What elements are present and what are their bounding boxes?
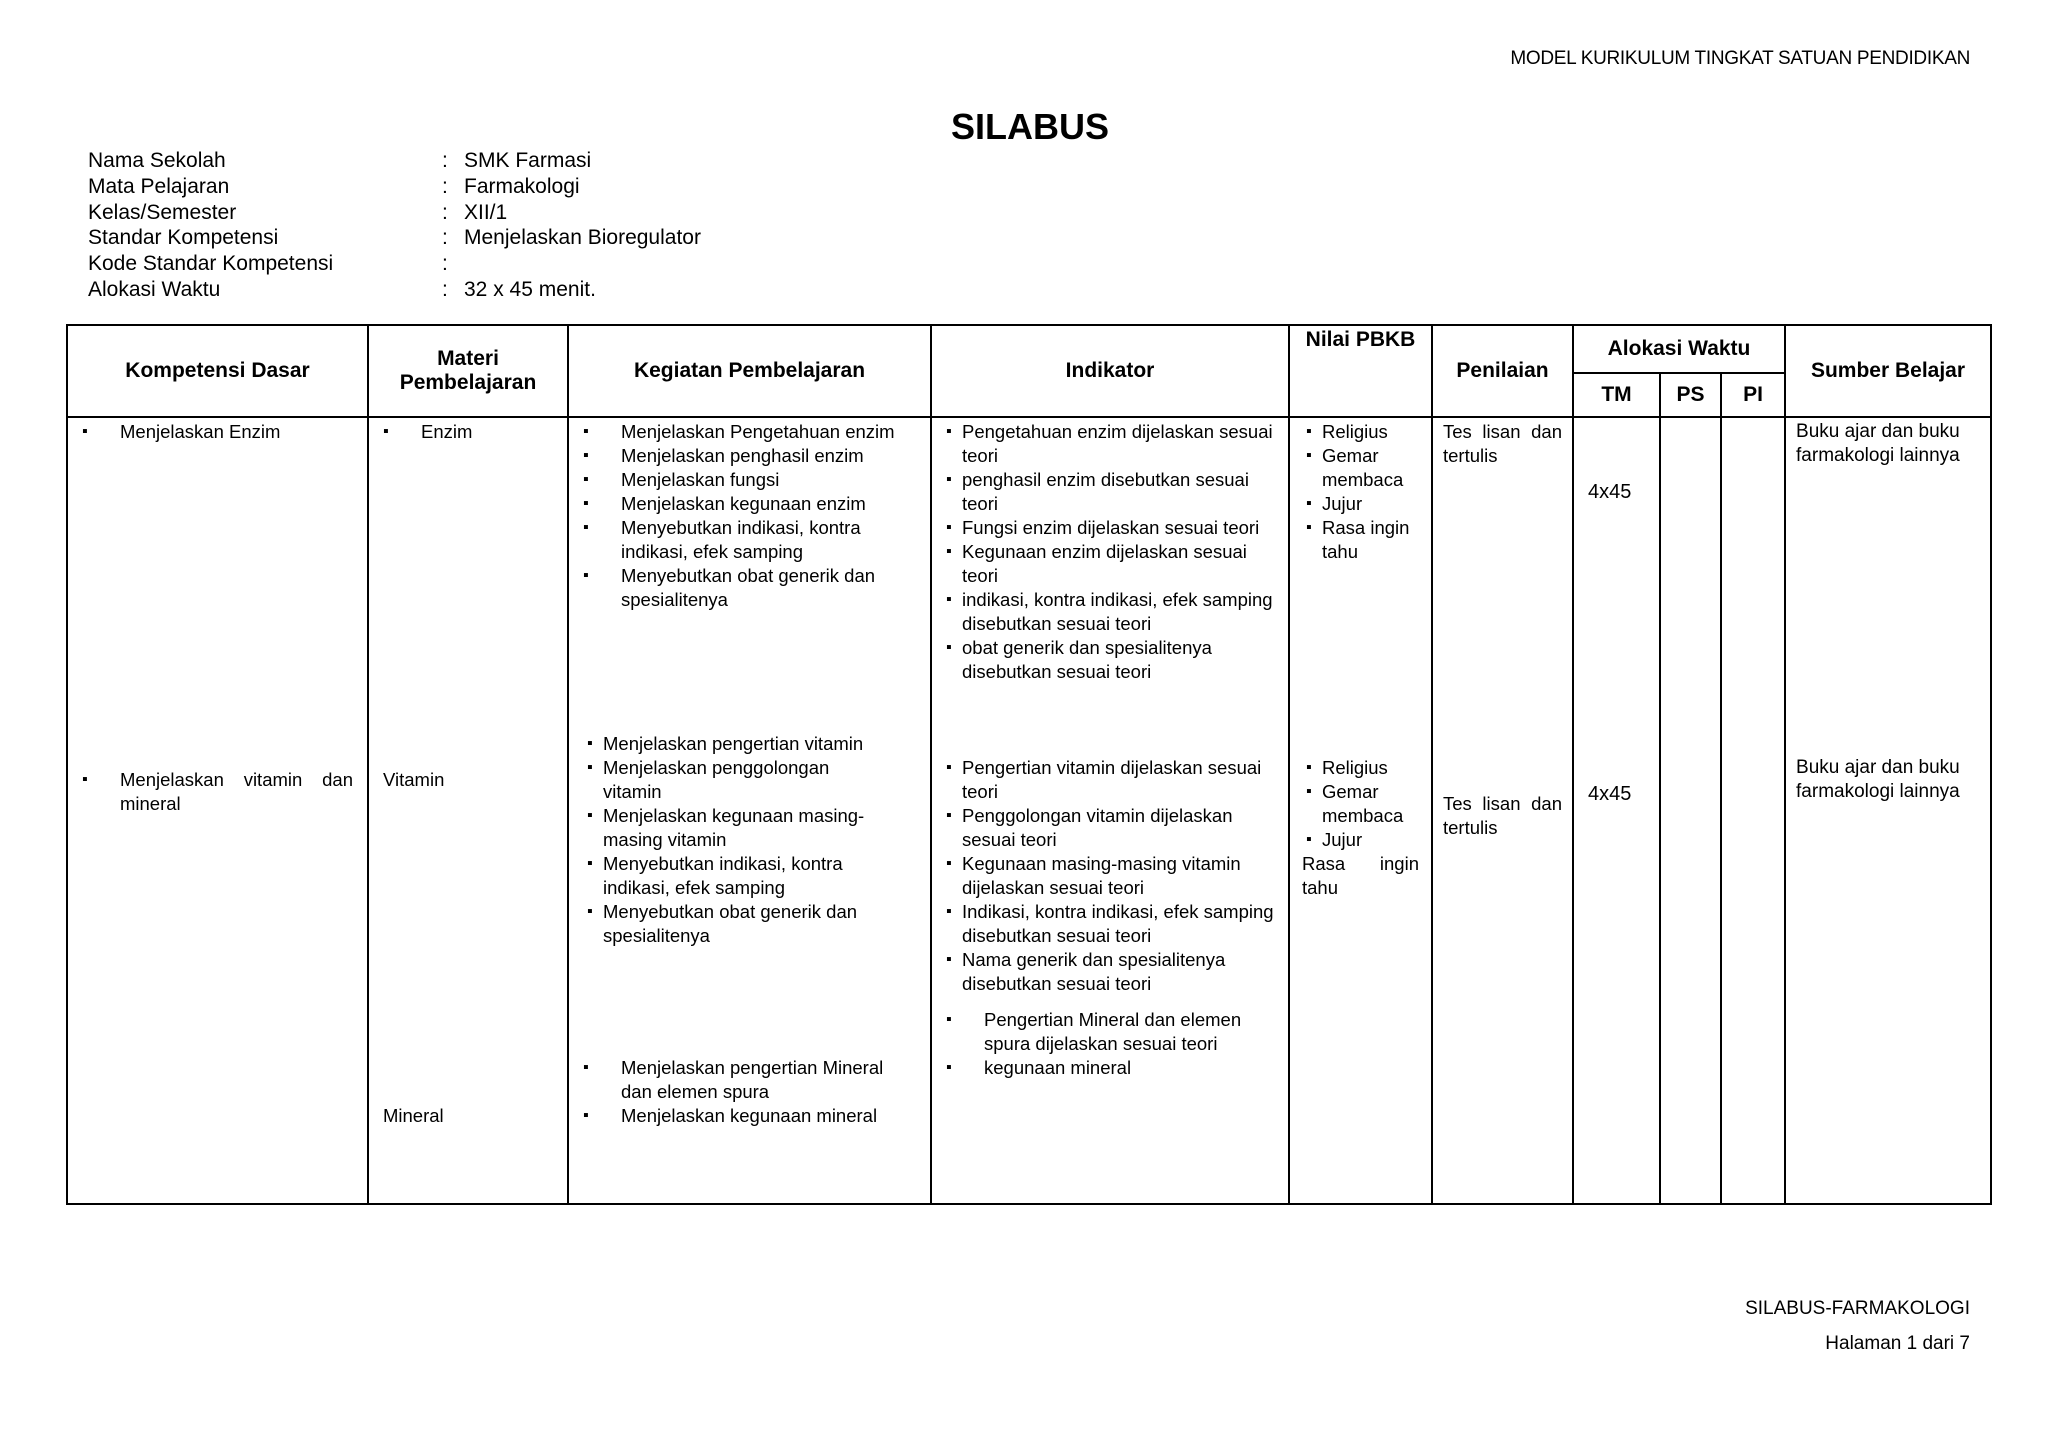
list-item: ▪ Enzim [369, 420, 567, 444]
page-title: SILABUS [950, 106, 1109, 147]
header-pi: PI [1721, 373, 1785, 417]
list-item: ▪ Religius [1302, 756, 1419, 780]
list-item: ▪ Jujur [1302, 492, 1419, 516]
list-item: ▪ Nama generik dan spesialitenya disebutkan sesuai teori [942, 948, 1274, 996]
list-item: ▪ Jujur [1302, 828, 1419, 852]
list-item: ▪ Menjelaskan kegunaan mineral [569, 1104, 912, 1128]
list-item: ▪ Menjelaskan penghasil enzim [569, 444, 912, 468]
header-nilai-pbkb: Nilai PBKB [1289, 325, 1432, 417]
syllabus-info [88, 148, 701, 303]
list-item: ▪ penghasil enzim disebutkan sesuai teori [942, 468, 1274, 516]
list-item: ▪ Pengertian vitamin dijelaskan sesuai teori [942, 756, 1274, 804]
list-item: ▪ Fungsi enzim dijelaskan sesuai teori [942, 516, 1274, 540]
tm-enzim: 4x45 [1588, 481, 1632, 503]
cell-kegiatan [568, 417, 931, 1204]
list-item: ▪ Menyebutkan indikasi, kontra indikasi, efek samping [569, 516, 912, 564]
info-colon: : [442, 226, 448, 250]
header-alokasi-waktu: Alokasi Waktu [1573, 325, 1785, 373]
info-label: Kelas/Semester [88, 200, 237, 224]
info-value: 32 x 45 menit. [464, 277, 596, 301]
info-label: Nama Sekolah [88, 149, 226, 172]
materi-vitamin: Vitamin [383, 769, 445, 790]
list-item: ▪ kegunaan mineral [932, 1056, 1274, 1080]
list-item: ▪ Indikasi, kontra indikasi, efek samping disebutkan sesuai teori [942, 900, 1274, 948]
list-item: ▪ indikasi, kontra indikasi, efek samping disebutkan sesuai teori [942, 588, 1274, 636]
cell-indikator [931, 417, 1289, 1204]
cell-penilaian [1432, 417, 1573, 1204]
list-item: ▪ Menyebutkan indikasi, kontra indikasi, efek samping [583, 852, 890, 900]
materi-mineral: Mineral [383, 1105, 444, 1126]
header-tm: TM [1573, 373, 1660, 417]
list-item: ▪ Menyebutkan obat generik dan spesialitenya [583, 900, 890, 948]
list-item: ▪ Menjelaskan fungsi [569, 468, 912, 492]
cell-nilai-pbkb [1289, 417, 1432, 1204]
syllabus-table [66, 324, 1992, 1205]
header-ps: PS [1660, 373, 1721, 417]
list-item: ▪ Pengertian Mineral dan elemen spura dijelaskan sesuai teori [932, 1008, 1274, 1056]
list-item: ▪ Menjelaskan vitamin dan mineral [68, 768, 353, 816]
info-colon: : [442, 174, 448, 198]
list-item: ▪ Menjelaskan Enzim [68, 420, 353, 444]
info-label: Alokasi Waktu [88, 277, 221, 301]
cell-tm [1573, 417, 1660, 1204]
header-materi: Materi Pembelajaran [368, 325, 568, 417]
header-kompetensi-dasar: Kompetensi Dasar [67, 325, 368, 417]
list-item: ▪ Menyebutkan obat generik dan spesialitenya [569, 564, 912, 612]
list-item: ▪ Menjelaskan pengertian vitamin [583, 732, 890, 756]
header-sumber-belajar: Sumber Belajar [1785, 325, 1991, 417]
document-type-header: MODEL KURIKULUM TINGKAT SATUAN PENDIDIKAN [1510, 48, 1970, 69]
cell-pi [1721, 417, 1785, 1204]
list-item: ▪ Rasa ingin tahu [1302, 516, 1419, 564]
info-row-class [88, 200, 701, 226]
cell-ps [1660, 417, 1721, 1204]
list-item: ▪ Menjelaskan kegunaan enzim [569, 492, 912, 516]
nilai-extra-text: Rasa ingin tahu [1302, 853, 1419, 898]
info-row-subject [88, 174, 701, 200]
cell-materi [368, 417, 568, 1204]
list-item: ▪ Menjelaskan Pengetahuan enzim [569, 420, 912, 444]
list-item: ▪ Penggolongan vitamin dijelaskan sesuai teori [942, 804, 1274, 852]
list-item: ▪ Gemar membaca [1302, 780, 1419, 828]
tm-vitamin: 4x45 [1588, 783, 1632, 805]
header-indikator: Indikator [931, 325, 1289, 417]
info-row-competency-code [88, 251, 701, 277]
list-item: ▪ Gemar membaca [1302, 444, 1419, 492]
footer-document-name: SILABUS-FARMAKOLOGI [1745, 1298, 1970, 1319]
info-label: Standar Kompetensi [88, 226, 279, 250]
info-row-time [88, 277, 701, 303]
info-value: XII/1 [464, 200, 508, 224]
cell-kompetensi-dasar [67, 417, 368, 1204]
list-item: ▪ Menjelaskan pengertian Mineral dan elemen spura [569, 1056, 912, 1104]
list-item: ▪ Kegunaan masing-masing vitamin dijelaskan sesuai teori [942, 852, 1274, 900]
footer-page-number: Halaman 1 dari 7 [1825, 1333, 1970, 1354]
info-value: SMK Farmasi [464, 149, 592, 172]
penilaian-enzim: Tes lisan dan tertulis [1443, 421, 1562, 466]
list-item: ▪ Religius [1302, 420, 1419, 444]
info-colon: : [442, 252, 448, 276]
header-kegiatan: Kegiatan Pembelajaran [568, 325, 931, 417]
info-label: Kode Standar Kompetensi [88, 252, 334, 276]
sumber-enzim: Buku ajar dan buku farmakologi lainnya [1796, 421, 1960, 466]
cell-sumber-belajar [1785, 417, 1991, 1204]
penilaian-vitamin: Tes lisan dan tertulis [1443, 793, 1562, 838]
info-colon: : [442, 149, 448, 172]
list-item: ▪ Menjelaskan penggolongan vitamin [583, 756, 890, 804]
info-row-school [88, 148, 701, 174]
sumber-vitamin: Buku ajar dan buku farmakologi lainnya [1796, 757, 1960, 802]
info-value: Farmakologi [464, 174, 580, 198]
info-colon: : [442, 200, 448, 224]
info-label: Mata Pelajaran [88, 174, 230, 198]
info-value: Menjelaskan Bioregulator [464, 226, 701, 250]
list-item: ▪ obat generik dan spesialitenya disebutkan sesuai teori [942, 636, 1274, 684]
list-item: ▪ Menjelaskan kegunaan masing-masing vitamin [583, 804, 890, 852]
info-row-competency [88, 225, 701, 251]
header-penilaian: Penilaian [1432, 325, 1573, 417]
info-colon: : [442, 277, 448, 301]
list-item: ▪ Pengetahuan enzim dijelaskan sesuai teori [942, 420, 1274, 468]
list-item: ▪ Kegunaan enzim dijelaskan sesuai teori [942, 540, 1274, 588]
